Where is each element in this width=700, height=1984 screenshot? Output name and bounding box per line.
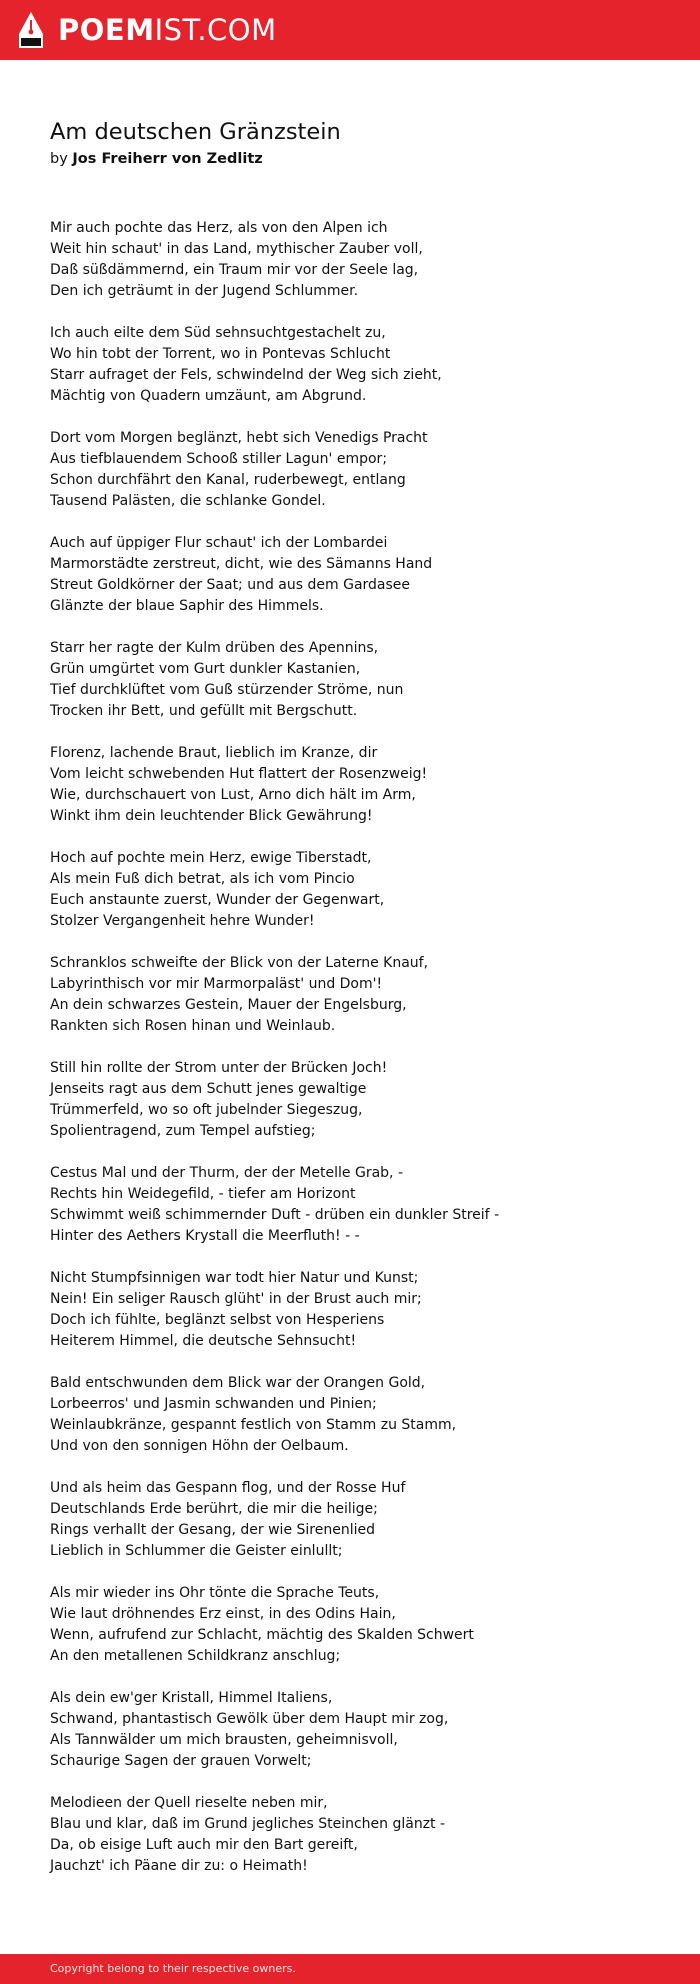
stanza — [50, 1478, 650, 1562]
poem-line: Labyrinthisch vor mir Marmorpaläst' und Dom'! — [50, 976, 383, 992]
poem-content — [50, 117, 650, 1898]
logo-text-light: IST.COM — [154, 13, 277, 47]
poem-line: Winkt ihm dein leuchtender Blick Gewährung! — [50, 808, 373, 824]
site-logo-text — [58, 11, 277, 49]
poem-line: Jauchzt' ich Päane dir zu: o Heimath! — [50, 1858, 308, 1874]
poem-line: Wenn, aufrufend zur Schlacht, mächtig des Skalden Schwert — [50, 1627, 474, 1643]
stanza — [50, 1058, 650, 1142]
stanza — [50, 1268, 650, 1352]
poem-line: Melodieen der Quell rieselte neben mir, — [50, 1795, 328, 1811]
poem-line: Rechts hin Weidegefild, - tiefer am Horizont — [50, 1186, 356, 1202]
stanza — [50, 638, 650, 722]
poem-line: Und als heim das Gespann flog, und der Rosse Huf — [50, 1480, 406, 1496]
poem-line: Wo hin tobt der Torrent, wo in Pontevas Schlucht — [50, 346, 391, 362]
poem-line: Schwand, phantastisch Gewölk über dem Haupt mir zog, — [50, 1711, 449, 1727]
poem-line: Schaurige Sagen der grauen Vorwelt; — [50, 1753, 312, 1769]
stanza — [50, 1163, 650, 1247]
stanza — [50, 953, 650, 1037]
poem-line: Schranklos schweifte der Blick von der Laterne Knauf, — [50, 955, 429, 971]
poem-line: Da, ob eisige Luft auch mir den Bart gereift, — [50, 1837, 358, 1853]
poem-line: Still hin rollte der Strom unter der Brücken Joch! — [50, 1060, 388, 1076]
poem-line: Als dein ew'ger Kristall, Himmel Italiens, — [50, 1690, 333, 1706]
poem-line: Nein! Ein seliger Rausch glüht' in der Brust auch mir; — [50, 1291, 422, 1307]
byline — [50, 148, 650, 170]
poem-line: Als mein Fuß dich betrat, als ich vom Pincio — [50, 871, 355, 887]
poem-line: Lieblich in Schlummer die Geister einlullt; — [50, 1543, 343, 1559]
logo-text-bold: POEM — [58, 13, 155, 47]
poem-line: Starr her ragte der Kulm drüben des Apennins, — [50, 640, 379, 656]
poem-line: Heiterem Himmel, die deutsche Sehnsucht! — [50, 1333, 357, 1349]
poem-line: Florenz, lachende Braut, lieblich im Kranze, dir — [50, 745, 378, 761]
poem-line: Lorbeerros' und Jasmin schwanden und Pinien; — [50, 1396, 377, 1412]
poem-line: Jenseits ragt aus dem Schutt jenes gewaltige — [50, 1081, 367, 1097]
poem-line: Rings verhallt der Gesang, der wie Sirenenlied — [50, 1522, 375, 1538]
stanza — [50, 1583, 650, 1667]
poem-line: Spolientragend, zum Tempel aufstieg; — [50, 1123, 316, 1139]
poem-line: Mir auch pochte das Herz, als von den Alpen ich — [50, 220, 388, 236]
poem-line: Als Tannwälder um mich brausten, geheimnisvoll, — [50, 1732, 398, 1748]
poem-line: Schwimmt weiß schimmernder Duft - drüben ein dunkler Streif - — [50, 1207, 500, 1223]
stanza — [50, 218, 650, 302]
poem-line: Tief durchklüftet vom Guß stürzender Ströme, nun — [50, 682, 404, 698]
stanza — [50, 848, 650, 932]
poem-line: Schon durchfährt den Kanal, ruderbewegt, entlang — [50, 472, 406, 488]
poem-line: Ich auch eilte dem Süd sehnsuchtgestachelt zu, — [50, 325, 386, 341]
poem-line: Rankten sich Rosen hinan und Weinlaub. — [50, 1018, 336, 1034]
poem-line: Doch ich fühlte, beglänzt selbst von Hesperiens — [50, 1312, 385, 1328]
poem-line: Vom leicht schwebenden Hut flattert der Rosenzweig! — [50, 766, 428, 782]
poem-line: Hinter des Aethers Krystall die Meerfluth! - - — [50, 1228, 360, 1244]
poem-line: Aus tiefblauendem Schooß stiller Lagun' empor; — [50, 451, 388, 467]
poem-line: Den ich geträumt in der Jugend Schlummer. — [50, 283, 359, 299]
poem-line: Marmorstädte zerstreut, dicht, wie des Sämanns Hand — [50, 556, 433, 572]
poem-line: Trocken ihr Bett, und gefüllt mit Bergschutt. — [50, 703, 358, 719]
copyright-text: Copyright belong to their respective owners. — [50, 1962, 296, 1975]
site-logo[interactable] — [18, 11, 277, 49]
poem-line: Stolzer Vergangenheit hehre Wunder! — [50, 913, 315, 929]
stanza — [50, 1688, 650, 1772]
poem-line: Als mir wieder ins Ohr tönte die Sprache Teuts, — [50, 1585, 380, 1601]
poem-line: Wie laut dröhnendes Erz einst, in des Odins Hain, — [50, 1606, 396, 1622]
stanza — [50, 1793, 650, 1877]
top-bar — [0, 0, 700, 60]
stanza — [50, 428, 650, 512]
stanza — [50, 1373, 650, 1457]
poem-line: Weinlaubkränze, gespannt festlich von Stamm zu Stamm, — [50, 1417, 457, 1433]
poem-line: Streut Goldkörner der Saat; und aus dem Gardasee — [50, 577, 411, 593]
poem-line: Weit hin schaut' in das Land, mythischer Zauber voll, — [50, 241, 423, 257]
poem-line: Dort vom Morgen beglänzt, hebt sich Venedigs Pracht — [50, 430, 428, 446]
poem-line: An den metallenen Schildkranz anschlug; — [50, 1648, 341, 1664]
poem-line: Grün umgürtet vom Gurt dunkler Kastanien, — [50, 661, 361, 677]
poem-title: Am deutschen Gränzstein — [50, 119, 341, 145]
byline-by-label: by — [50, 151, 68, 167]
poem-line: Wie, durchschauert von Lust, Arno dich hält im Arm, — [50, 787, 416, 803]
poem-line: Trümmerfeld, wo so oft jubelnder Siegeszug, — [50, 1102, 363, 1118]
poem-body — [50, 218, 650, 1877]
poem-line: Glänzte der blaue Saphir des Himmels. — [50, 598, 324, 614]
poem-line: Tausend Palästen, die schlanke Gondel. — [50, 493, 326, 509]
stanza — [50, 743, 650, 827]
poem-line: Euch anstaunte zuerst, Wunder der Gegenwart, — [50, 892, 385, 908]
poem-line: Cestus Mal und der Thurm, der der Metelle Grab, - — [50, 1165, 403, 1181]
poem-line: An dein schwarzes Gestein, Mauer der Engelsburg, — [50, 997, 407, 1013]
poem-line: Bald entschwunden dem Blick war der Orangen Gold, — [50, 1375, 426, 1391]
poem-line: Nicht Stumpfsinnigen war todt hier Natur und Kunst; — [50, 1270, 419, 1286]
stanza — [50, 323, 650, 407]
footer-bar — [0, 1954, 700, 1984]
poem-line: Blau und klar, daß im Grund jegliches Steinchen glänzt - — [50, 1816, 446, 1832]
pen-nib-icon — [18, 11, 44, 49]
poem-line: Starr aufraget der Fels, schwindelnd der Weg sich zieht, — [50, 367, 442, 383]
poem-line: Auch auf üppiger Flur schaut' ich der Lombardei — [50, 535, 388, 551]
poem-line: Und von den sonnigen Höhn der Oelbaum. — [50, 1438, 349, 1454]
stanza — [50, 533, 650, 617]
poem-line: Daß süßdämmernd, ein Traum mir vor der Seele lag, — [50, 262, 419, 278]
poem-line: Hoch auf pochte mein Herz, ewige Tiberstadt, — [50, 850, 372, 866]
poem-line: Deutschlands Erde berührt, die mir die heilige; — [50, 1501, 378, 1517]
author-name[interactable]: Jos Freiherr von Zedlitz — [72, 151, 263, 167]
poem-line: Mächtig von Quadern umzäunt, am Abgrund. — [50, 388, 367, 404]
